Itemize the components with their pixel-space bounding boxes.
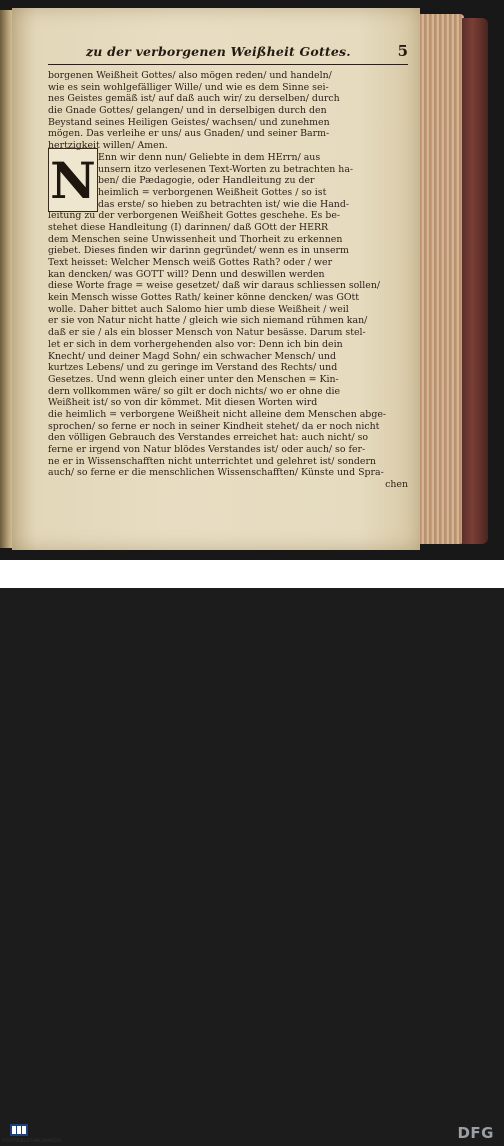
text-line: dem Menschen seine Unwissenheit und Thorheit zu erkennen — [48, 233, 343, 245]
running-head: zu der verborgenen Weißheit Gottes. — [86, 44, 351, 59]
text-line: die Gnade Gottes/ gelangen/ und in derselbigen durch den — [48, 105, 327, 117]
text-line: kurtzes Lebens/ und zu geringe im Verstand des Rechts/ und — [48, 362, 338, 374]
catchword: chen — [385, 479, 408, 491]
text-line: Beystand seines Heiligen Geistes/ wachsen/ und zunehmen — [48, 116, 330, 128]
footer-bar — [0, 560, 504, 1143]
dfg-logo: DFG — [457, 1124, 494, 1142]
text-line: unsern itzo verlesenen Text-Worten zu betrachten ha- — [98, 163, 354, 175]
text-line: diese Worte frage = weise gesetzet/ daß wir daraus schliessen sollen/ — [48, 280, 381, 292]
page-header — [48, 44, 408, 65]
text-line: Text heisset: Welcher Mensch weiß Gottes Rath? oder / wer — [48, 257, 333, 268]
text-line: daß er sie / als ein blosser Mensch von Natur besässe. Darum stel- — [48, 327, 366, 339]
library-name: STAATSBIBLIOTHEK BAMBERG — [2, 1138, 63, 1143]
text-line: heimlich = verborgenen Weißheit Gottes / so ist — [98, 186, 327, 198]
text-line: auch/ so ferne er die menschlichen Wissenschafften/ Künste und Spra- — [48, 467, 384, 479]
text-line: er sie von Natur nicht hatte / gleich wie sich niemand rühmen kan/ — [48, 315, 368, 327]
text-line: Gesetzes. Und wenn gleich einer unter den Menschen = Kin- — [48, 373, 339, 385]
text-line: Knecht/ und deiner Magd Sohn/ ein schwacher Mensch/ und — [48, 350, 336, 362]
binding-board — [462, 18, 488, 544]
text-line: wolle. Daher bittet auch Salomo hier umb diese Weißheit / weil — [48, 303, 349, 315]
text-line: die heimlich = verborgene Weißheit nicht alleine dem Menschen abge- — [48, 408, 387, 420]
text-line: dern vollkommen wäre/ so gilt er doch nichts/ wo er ohne die — [48, 385, 341, 397]
page-fore-edge — [420, 14, 464, 544]
scan-viewer — [0, 0, 504, 560]
text-line: borgenen Weißheit Gottes/ also mögen reden/ und handeln/ — [48, 70, 332, 81]
text-line: nes Geistes gemäß ist/ auf daß auch wir/ zu derselben/ durch — [48, 93, 340, 105]
text-line: stehet diese Handleitung (I) darinnen/ daß GOtt der HERR — [48, 221, 329, 233]
text-line: leitung zu der verborgenen Weißheit Gottes geschehe. Es be- — [48, 210, 341, 222]
text-line: ne er in Wissenschafften nicht unterrichtet und gelehret ist/ sondern — [48, 455, 376, 467]
text-line: mögen. Das verleihe er uns/ aus Gnaden/ und seiner Barm- — [48, 128, 330, 140]
text-line: kein Mensch wisse Gottes Rath/ keiner könne dencken/ was GOtt — [48, 292, 360, 304]
text-line: das erste/ so hieben zu betrachten ist/ wie die Hand- — [98, 198, 349, 210]
text-line: ferne er irgend von Natur blödes Verstandes ist/ oder auch/ so fer- — [48, 444, 366, 455]
text-line: Enn wir denn nun/ Geliebte in dem HErrn/ aus — [98, 151, 321, 163]
text-line: sprochen/ so ferne er noch in seiner Kindheit stehet/ da er noch nicht — [48, 420, 380, 432]
drop-cap-initial: N — [48, 148, 98, 212]
text-line: Weißheit ist/ so von dir kömmet. Mit diesen Worten wird — [48, 397, 318, 409]
page-number: 5 — [397, 42, 408, 60]
body-text — [48, 70, 414, 491]
text-line: giebet. Dieses finden wir darinn gegründet/ wenn es in unserm — [48, 245, 349, 257]
text-line: hertzigkeit willen/ Amen. — [48, 140, 168, 152]
text-line: wie es sein wohlgefälliger Wille/ und wie es dem Sinne sei- — [48, 81, 329, 93]
text-line: ben/ die Pædagogie, oder Handleitung zu der — [98, 175, 315, 187]
text-line: let er sich in dem vorhergehenden also vor: Denn ich bin dein — [48, 338, 343, 350]
text-line: den völligen Gebrauch des Verstandes erreichet hat: auch nicht/ so — [48, 432, 369, 444]
text-line: kan dencken/ was GOTT will? Denn und deswillen werden — [48, 268, 325, 280]
